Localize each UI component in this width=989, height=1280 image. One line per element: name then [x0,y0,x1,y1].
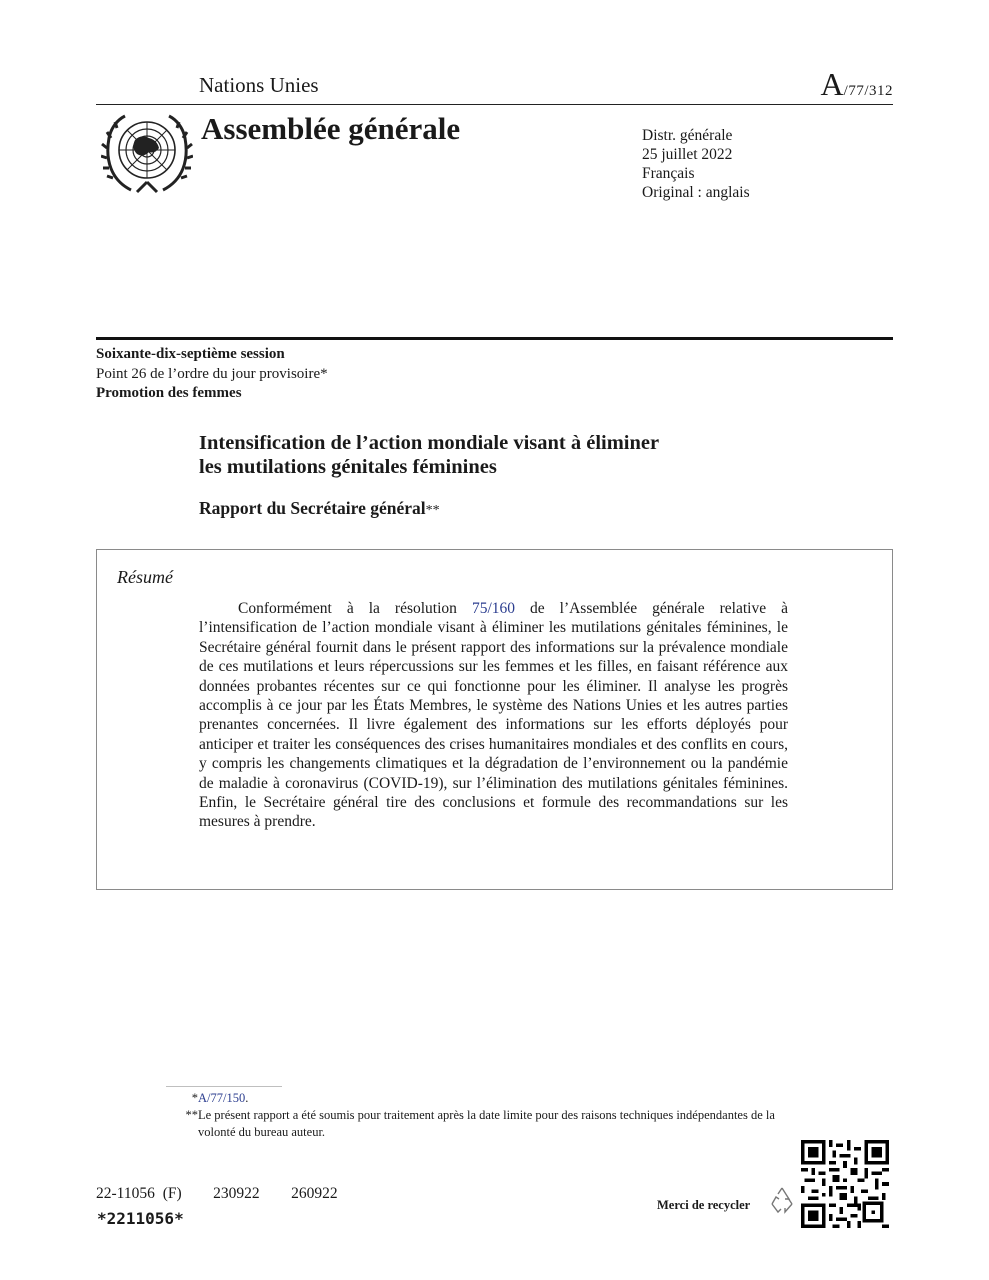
footnote-1 [166,1090,806,1107]
document-symbol [821,66,893,103]
footnote-text: . [245,1091,249,1105]
summary-text-start: Conformément à la résolution [238,600,472,617]
distribution-language: Français [642,165,695,182]
session-rule [96,337,893,340]
distribution-line: Distr. générale [642,127,733,144]
footnote-rule [166,1086,282,1087]
agenda-item: Point 26 de l’ordre du jour provisoire* [96,365,328,382]
document-symbol-number: /77/312 [843,83,893,99]
organization-name: Nations Unies [199,73,319,97]
title-line-2: les mutilations génitales féminines [199,456,497,478]
summary-text-rest: de l’Assemblée générale relative à l’intensification de l’action mondiale visant à éliminer les mutilations génitales féminines, le Secrétaire général fournit dans le présent rapport des informations sur la prévalence mondiale de ces mutilations et leurs répercussions sur les femmes et les filles, en faisant référence aux données probantes récentes sur ce qui fonctionne pour les éliminer. Il analyse les progrès accomplis à ce jour par les États Membres, le système des Nations Unies et les autres parties prenantes concernées. Il livre également des informations sur les efforts déployés pour anticiper et traiter les conséquences des crises humanitaires mondiales et des conflits en cours, y compris les changements climatiques et la dégradation de l’environnement ou la pandémie de maladie à coronavirus (COVID-19), sur l’élimination des mutilations génitales féminines. Enfin, le Secrétaire général tire des conclusions et formule des recommandations sur les mesures à prendre. [199,600,788,831]
recycle-icon [766,1184,798,1216]
summary-heading: Résumé [117,567,173,587]
qr-code-icon [801,1140,889,1228]
session-block [96,345,328,404]
distribution-date: 25 juillet 2022 [642,146,733,163]
report-label: Rapport du Secrétaire général [199,498,426,518]
recycle-label: Merci de recycler [657,1198,751,1212]
un-emblem-icon [101,112,193,194]
resolution-link[interactable]: 75/160 [471,600,515,617]
distribution-original: Original : anglais [642,184,750,201]
body-name: Assemblée générale [201,111,461,146]
document-number: 22-11056 (F) 230922 260922 [96,1185,338,1202]
footnote-mark: * [191,1091,198,1105]
footnote-mark: ** [185,1108,198,1122]
footnote-text: Le présent rapport a été soumis pour traitement après la date limite pour des raisons techniques indépendantes de la volonté du bureau auteur. [198,1108,775,1139]
document-title [199,431,819,479]
document-symbol-letter: A [820,66,844,102]
barcode-text: *2211056* [97,1209,184,1228]
distribution-block [642,126,750,202]
footnote-2 [166,1107,806,1139]
header-rule [96,104,893,105]
report-footnote-mark: ** [425,503,440,518]
agenda-topic: Promotion des femmes [96,385,242,401]
report-subtitle [199,498,440,519]
title-line-1: Intensification de l’action mondiale visant à éliminer [199,432,660,454]
summary-paragraph [199,599,788,832]
footnote-link[interactable]: A/77/150 [198,1091,246,1105]
session-name: Soixante-dix-septième session [96,346,285,362]
